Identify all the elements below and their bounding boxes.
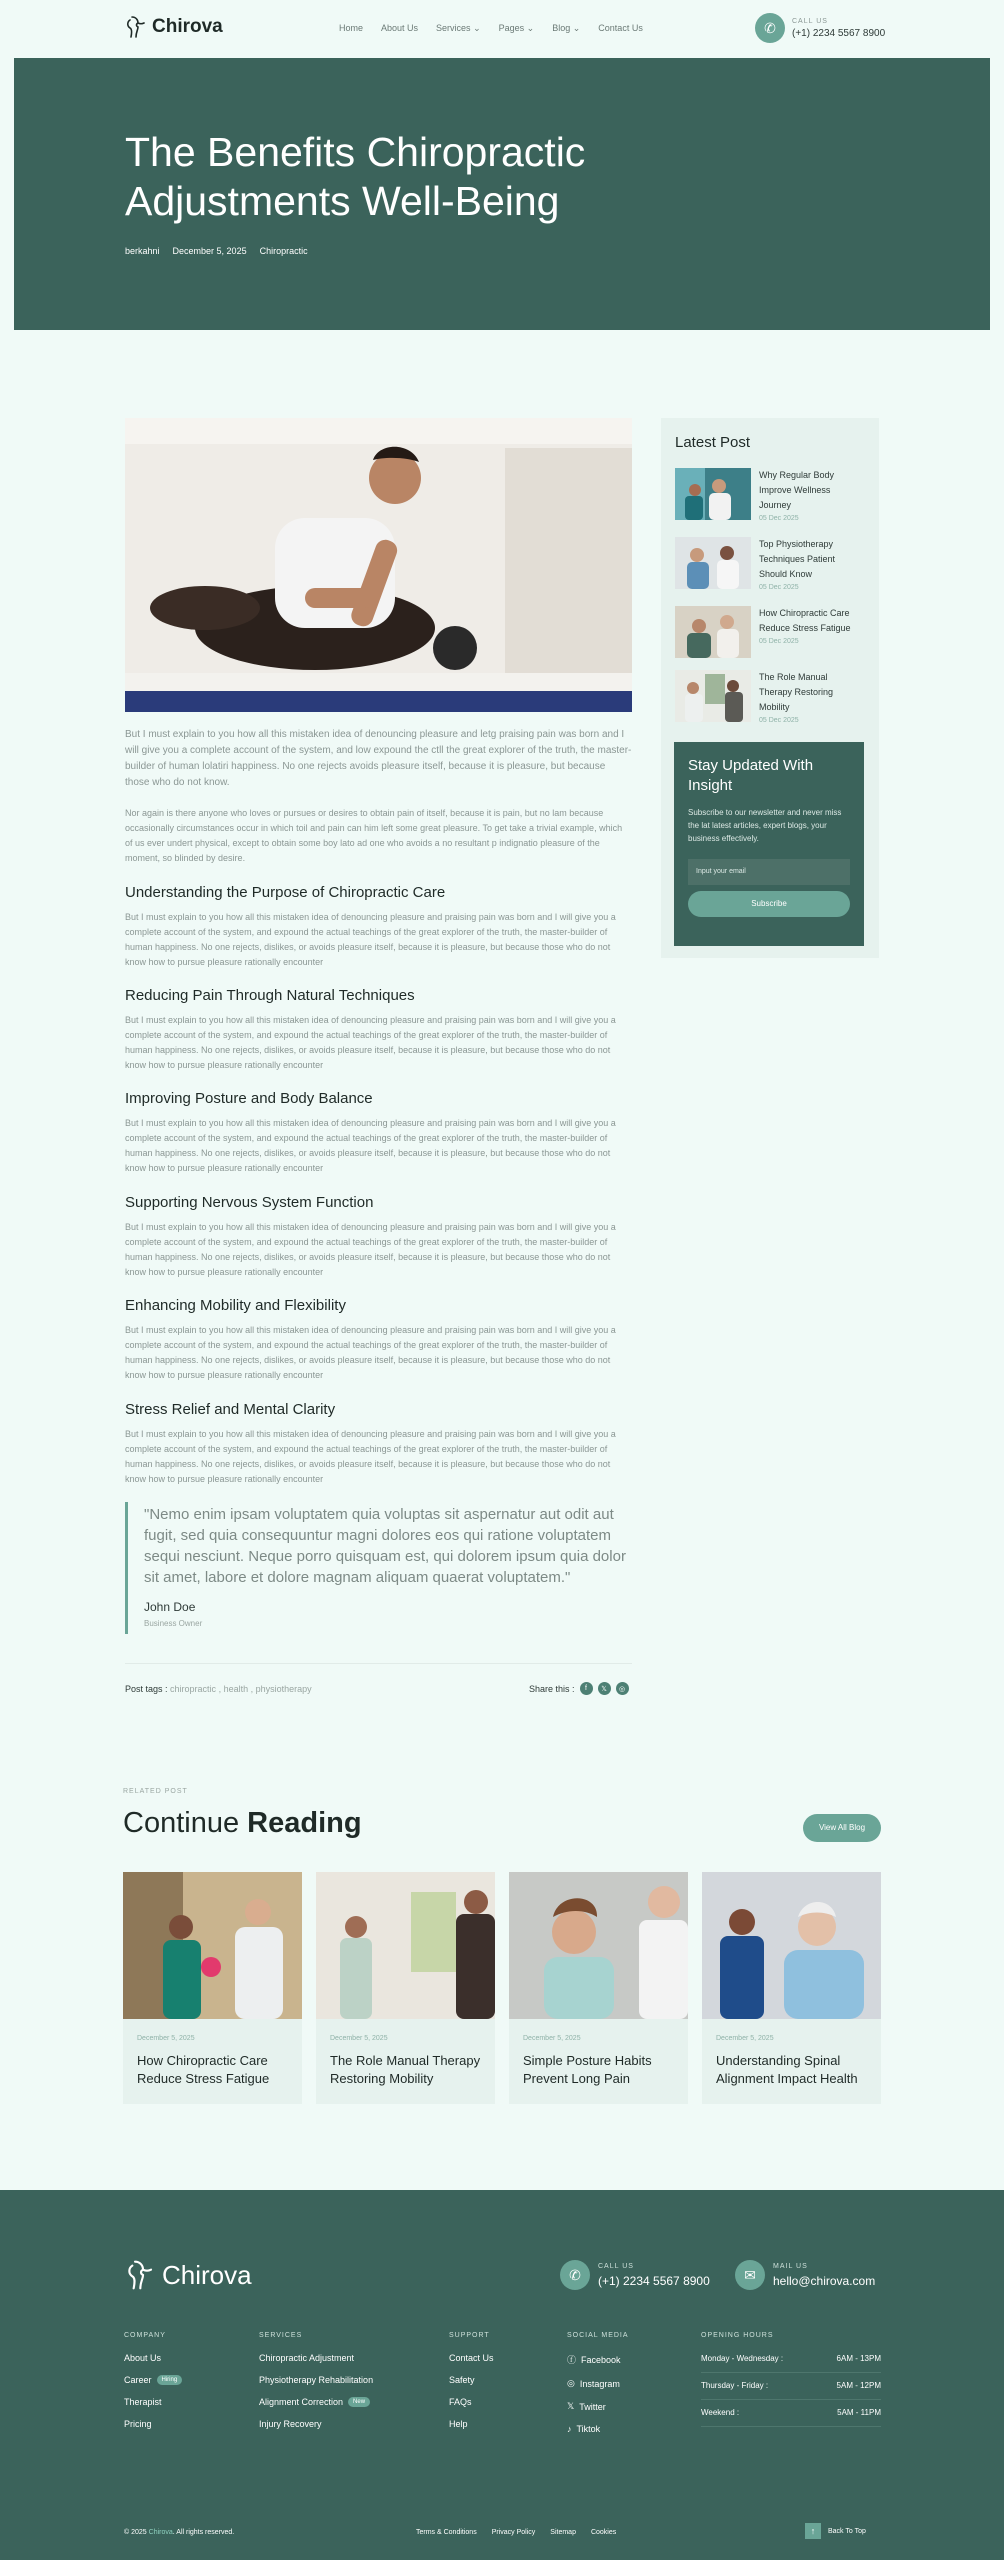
- latest-post-title: Latest Post: [675, 434, 751, 451]
- section-body: But I must explain to you how all this mistaken idea of denouncing pleasure and praising pain was born and I will give you a complete account of the system, and expound the actual teachings of the great explorer of the truth, the master-builder of human happiness. No one rejects, dislikes, or avoids pleasure itself, because it is pleasure, but because those who do not know how to pursue pleasure rationally encounter: [125, 1222, 616, 1277]
- section-heading: Understanding the Purpose of Chiropractic Care: [125, 884, 446, 901]
- newsletter-text: Subscribe to our newsletter and never miss the lat latest articles, expert blogs, your business effectively.: [688, 808, 842, 843]
- latest-post-item[interactable]: [675, 537, 859, 591]
- share-bar: [529, 1682, 629, 1695]
- footer-link[interactable]: Safety: [449, 2375, 475, 2385]
- related-heading: [123, 1807, 362, 1840]
- hours-time: 5AM - 11PM: [837, 2408, 881, 2417]
- instagram-icon[interactable]: ◎: [616, 1682, 629, 1695]
- email-input[interactable]: Input your email: [688, 859, 850, 885]
- hours-time: 6AM - 13PM: [836, 2354, 881, 2363]
- latest-post-date: 05 Dec 2025: [759, 515, 799, 522]
- tags-list[interactable]: chiropractic , health , physiotherapy: [170, 1684, 312, 1694]
- section-body: But I must explain to you how all this mistaken idea of denouncing pleasure and praising pain was born and I will give you a complete account of the system, and expound the actual teachings of the great explorer of the truth, the master-builder of human happiness. No one rejects, dislikes, or avoids pleasure itself, because it is pleasure, but because those who do not know how to pursue pleasure rationally encounter: [125, 1325, 616, 1380]
- footer-link[interactable]: FAQs: [449, 2397, 472, 2407]
- main-nav: [339, 23, 661, 34]
- post-thumbnail: [675, 606, 751, 658]
- footer-col-title: SOCIAL MEDIA: [567, 2332, 629, 2339]
- footer-mail-label: MAIL US: [773, 2262, 808, 2270]
- hours-row: [701, 2346, 881, 2373]
- latest-post-item[interactable]: [675, 670, 859, 724]
- card-date: December 5, 2025: [330, 2035, 388, 2042]
- section-body: But I must explain to you how all this mistaken idea of denouncing pleasure and praising pain was born and I will give you a complete account of the system, and expound the actual teachings of the great explorer of the truth, the master-builder of human happiness. No one rejects, dislikes, or avoids pleasure itself, because it is pleasure, but because those who do not know how to pursue pleasure rationally encounter: [125, 1429, 616, 1484]
- post-tags: [125, 1684, 312, 1694]
- tags-label: Post tags :: [125, 1684, 168, 1694]
- footer-link[interactable]: Help: [449, 2419, 468, 2429]
- header-call[interactable]: [755, 13, 885, 43]
- footer-social-label: Facebook: [581, 2354, 621, 2365]
- latest-post-item[interactable]: [675, 606, 859, 658]
- nav-services-label: Services: [436, 23, 471, 33]
- copyright-suffix: . All rights reserved.: [172, 2529, 235, 2536]
- latest-post-item[interactable]: [675, 468, 859, 522]
- footer-link[interactable]: Contact Us: [449, 2353, 494, 2363]
- post-author[interactable]: berkahni: [125, 246, 160, 256]
- chevron-down-icon: ⌄: [572, 23, 581, 33]
- tiktok-icon: ♪: [567, 2424, 572, 2434]
- nav-pages[interactable]: [499, 23, 535, 34]
- footer-col-title: OPENING HOURS: [701, 2332, 774, 2339]
- logo-icon: [124, 15, 146, 39]
- nav-pages-label: Pages: [498, 23, 525, 33]
- related-card[interactable]: [123, 1872, 302, 2104]
- legal-links: [416, 2529, 616, 2536]
- card-image: [123, 1872, 302, 2019]
- post-thumbnail: [675, 468, 751, 520]
- copyright-prefix: © 2025: [124, 2529, 147, 2536]
- cookies-link[interactable]: Cookies: [590, 2529, 617, 2536]
- latest-post-date: 05 Dec 2025: [759, 584, 799, 591]
- latest-post-title-text: The Role Manual Therapy Restoring Mobility: [759, 672, 834, 712]
- footer-social: [567, 2332, 629, 2446]
- call-label: CALL US: [792, 17, 828, 25]
- hours-time: 5AM - 12PM: [836, 2381, 881, 2390]
- footer-social-twitter[interactable]: [567, 2401, 629, 2412]
- post-thumbnail: [675, 670, 751, 722]
- instagram-icon: ◎: [567, 2378, 575, 2388]
- footer-link-career[interactable]: [124, 2375, 182, 2385]
- view-all-blog-button[interactable]: View All Blog: [803, 1814, 881, 1842]
- footer-link[interactable]: Therapist: [124, 2397, 162, 2407]
- card-title[interactable]: Simple Posture Habits Prevent Long Pain: [523, 2053, 652, 2086]
- logo-text: Chirova: [152, 16, 223, 37]
- card-title[interactable]: The Role Manual Therapy Restoring Mobility: [330, 2053, 481, 2086]
- new-badge: New: [348, 2397, 370, 2407]
- section-heading: Enhancing Mobility and Flexibility: [125, 1297, 346, 1314]
- quote-role: Business Owner: [144, 1619, 203, 1628]
- privacy-link[interactable]: Privacy Policy: [491, 2529, 536, 2536]
- latest-post-title-text: Top Physiotherapy Techniques Patient Should Know: [759, 539, 836, 579]
- facebook-icon[interactable]: f: [580, 1682, 593, 1695]
- latest-post-date: 05 Dec 2025: [759, 638, 799, 645]
- footer-link-label: Career: [124, 2375, 152, 2385]
- article-intro: Nor again is there anyone who loves or pursues or desires to obtain pain of itself, because it is pain, but no lam because occasionally circumstances occur in which toil and pain can him left some great pleasure. To get take a trivial example, which of us ever undert physical, except to obtain some boy lato ad one who avoids a no resultant p indignatio pleasure of the moment, so blinded by desire.: [125, 808, 623, 863]
- footer-call-label: CALL US: [598, 2262, 634, 2270]
- page-title: The Benefits Chiropractic Adjustments Well-Being: [125, 129, 586, 224]
- hours-day: Weekend :: [701, 2408, 740, 2417]
- related-label: RELATED POST: [123, 1788, 188, 1795]
- footer-link[interactable]: Physiotherapy Rehabilitation: [259, 2375, 374, 2385]
- mail-icon: ✉: [735, 2260, 765, 2290]
- section-heading: Stress Relief and Mental Clarity: [125, 1401, 336, 1418]
- nav-blog-label: Blog: [552, 23, 571, 33]
- copyright-brand[interactable]: Chirova: [148, 2529, 173, 2536]
- site-header: [0, 0, 1004, 58]
- footer-call[interactable]: [560, 2260, 710, 2290]
- footer-link-alignment[interactable]: [259, 2397, 373, 2407]
- hiring-badge: Hiring: [157, 2375, 183, 2385]
- footer-mail[interactable]: [735, 2260, 875, 2290]
- footer-social-label: Tiktok: [576, 2424, 601, 2434]
- footer-col-title: SUPPORT: [449, 2332, 490, 2339]
- card-title[interactable]: Understanding Spinal Alignment Impact Health: [716, 2053, 858, 2086]
- footer-social-label: Instagram: [579, 2378, 620, 2389]
- quote-text: "Nemo enim ipsam voluptatem quia voluptas sit aspernatur aut odit aut fugit, sed quia consequuntur magni dolores eos qui ratione voluptatem sequi nesciunt. Neque porro quisquam est, qui dolorem ipsum quia dolor sit amet, labore et dolore magnam aliquam quaerat voluptatem.": [144, 1506, 626, 1586]
- back-to-top-button[interactable]: [805, 2523, 866, 2539]
- footer-social-label: Twitter: [579, 2401, 606, 2412]
- hours-day: Thursday - Friday :: [701, 2381, 769, 2390]
- phone-icon: ✆: [560, 2260, 590, 2290]
- card-image: [509, 1872, 688, 2019]
- footer-phone: (+1) 2234 5567 8900: [598, 2273, 710, 2288]
- latest-post-title-text: How Chiropractic Care Reduce Stress Fatigue: [759, 608, 851, 633]
- card-title[interactable]: How Chiropractic Care Reduce Stress Fatigue: [137, 2053, 270, 2086]
- nav-home[interactable]: Home: [339, 23, 364, 33]
- newsletter-box: [674, 742, 864, 946]
- card-image: [316, 1872, 495, 2019]
- post-category[interactable]: Chiropractic: [259, 246, 308, 256]
- call-number: (+1) 2234 5567 8900: [792, 27, 886, 39]
- related-heading-bold: Reading: [247, 1807, 362, 1839]
- copyright: [124, 2529, 234, 2536]
- article-image: [125, 418, 632, 712]
- footer-services: [259, 2332, 373, 2441]
- footer-email: hello@chirova.com: [773, 2273, 876, 2288]
- opening-hours: [701, 2346, 881, 2427]
- footer-col-title: COMPANY: [124, 2332, 166, 2339]
- nav-about[interactable]: About Us: [381, 23, 419, 33]
- logo[interactable]: [124, 15, 223, 39]
- hours-day: Monday - Wednesday :: [701, 2354, 784, 2363]
- related-card[interactable]: [316, 1872, 495, 2104]
- footer-company: [124, 2332, 182, 2441]
- quote-author: John Doe: [144, 1600, 196, 1614]
- subscribe-button[interactable]: Subscribe: [688, 891, 850, 917]
- terms-link[interactable]: Terms & Conditions: [416, 2529, 477, 2536]
- section-heading: Reducing Pain Through Natural Techniques: [125, 987, 415, 1004]
- footer-support: [449, 2332, 494, 2441]
- post-date: December 5, 2025: [172, 246, 247, 256]
- section-body: But I must explain to you how all this mistaken idea of denouncing pleasure and praising pain was born and I will give you a complete account of the system, and expound the actual teachings of the great explorer of the truth, the master-builder of human happiness. No one rejects, dislikes, or avoids pleasure itself, because it is pleasure, but because those who do not know how to pursue pleasure rationally encounter: [125, 1015, 616, 1070]
- latest-post-date: 05 Dec 2025: [759, 717, 799, 724]
- share-label: Share this :: [529, 1683, 575, 1694]
- footer-social-facebook[interactable]: [567, 2353, 629, 2366]
- post-meta: [125, 246, 308, 256]
- article-lead: But I must explain to you how all this mistaken idea of denouncing pleasure and letg praising pain was born and I will give you a complete account of the system, and low expound the ctll the great explorer of the truth, the master-builder of human lolatiri happiness. No one rejects avoids pleasure itself, because it is pleasure, but because those who do not know.: [125, 729, 632, 788]
- section-body: But I must explain to you how all this mistaken idea of denouncing pleasure and praising pain was born and I will give you a complete account of the system, and expound the actual teachings of the great explorer of the truth, the master-builder of human happiness. No one rejects, dislikes, or avoids pleasure itself, because it is pleasure, but because those who do not know how to pursue pleasure rationally encounter: [125, 912, 616, 967]
- divider: [125, 1663, 632, 1664]
- footer-link[interactable]: Chiropractic Adjustment: [259, 2353, 355, 2363]
- card-image: [702, 1872, 881, 2019]
- footer-col-title: SERVICES: [259, 2332, 303, 2339]
- footer-logo[interactable]: [124, 2259, 252, 2291]
- section-body: But I must explain to you how all this mistaken idea of denouncing pleasure and praising pain was born and I will give you a complete account of the system, and expound the actual teachings of the great explorer of the truth, the master-builder of human happiness. No one rejects, dislikes, or avoids pleasure itself, because it is pleasure, but because those who do not know how to pursue pleasure rationally encounter: [125, 1118, 616, 1173]
- phone-icon: ✆: [755, 13, 785, 43]
- facebook-icon: ⓕ: [567, 2355, 577, 2365]
- related-card[interactable]: [702, 1872, 881, 2104]
- nav-contact[interactable]: Contact Us: [598, 23, 643, 33]
- footer-social-tiktok[interactable]: [567, 2424, 629, 2434]
- hours-row: [701, 2400, 881, 2427]
- card-date: December 5, 2025: [716, 2035, 774, 2042]
- twitter-x-icon[interactable]: 𝕏: [598, 1682, 611, 1695]
- related-card[interactable]: [509, 1872, 688, 2104]
- nav-blog[interactable]: [552, 23, 580, 34]
- card-date: December 5, 2025: [137, 2035, 195, 2042]
- footer-social-instagram[interactable]: [567, 2378, 629, 2389]
- footer-link[interactable]: Injury Recovery: [259, 2419, 322, 2429]
- related-heading-light: Continue: [123, 1807, 240, 1839]
- post-thumbnail: [675, 537, 751, 589]
- card-date: December 5, 2025: [523, 2035, 581, 2042]
- latest-post-title-text: Why Regular Body Improve Wellness Journey: [759, 470, 835, 510]
- footer-link-label: Alignment Correction: [259, 2397, 344, 2407]
- section-heading: Supporting Nervous System Function: [125, 1194, 374, 1211]
- twitter-x-icon: 𝕏: [567, 2401, 575, 2411]
- logo-icon: [124, 2259, 154, 2291]
- footer-link[interactable]: About Us: [124, 2353, 162, 2363]
- footer-link[interactable]: Pricing: [124, 2419, 152, 2429]
- hours-row: [701, 2373, 881, 2400]
- chevron-down-icon: ⌄: [526, 23, 535, 33]
- newsletter-title: Stay Updated With Insight: [688, 757, 814, 794]
- nav-services[interactable]: [436, 23, 481, 34]
- chevron-down-icon: ⌄: [473, 23, 481, 33]
- blockquote: [125, 1502, 632, 1634]
- section-heading: Improving Posture and Body Balance: [125, 1090, 373, 1107]
- hero-banner: [14, 58, 990, 330]
- site-footer: [0, 2190, 1004, 2560]
- sitemap-link[interactable]: Sitemap: [550, 2529, 576, 2536]
- back-to-top-label: Back To Top: [828, 2527, 866, 2535]
- footer-logo-text: Chirova: [162, 2259, 252, 2290]
- arrow-up-icon: ↑: [805, 2523, 821, 2539]
